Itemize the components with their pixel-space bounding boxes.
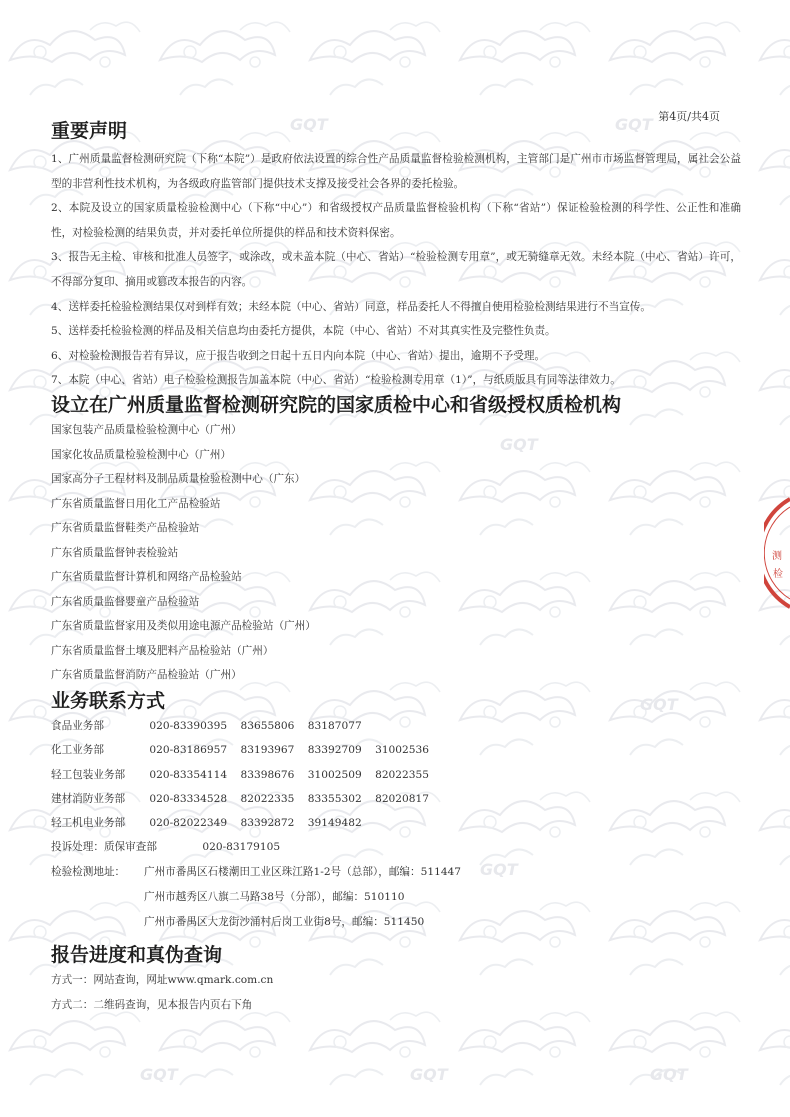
phone-number: 020-83186957 bbox=[149, 744, 228, 757]
center-item: 广东省质量监督消防产品检验站（广州） bbox=[51, 669, 242, 681]
watermark-gqt: GQT bbox=[615, 115, 653, 134]
department-row bbox=[51, 787, 439, 811]
phone-number: 83655806 bbox=[240, 720, 295, 732]
address-label: 检验检测地址： bbox=[51, 866, 126, 878]
watermark-gqt: GQT bbox=[640, 695, 678, 714]
center-item: 广东省质量监督钟表检验站 bbox=[51, 546, 179, 559]
declaration-item: 2、本院及设立的国家质量检验检测中心（下称“中心”）和省级授权产品质量监督检验机构（下称“省站”）保证检验检测的科学性、公正性和准确性，对检验检测的结果负责，并对委托单位所提供的样品和技术资料保密。 bbox=[51, 202, 741, 239]
center-item: 广东省质量监督日用化工产品检验站 bbox=[51, 497, 221, 510]
phone-number: 020-83334528 bbox=[149, 792, 228, 805]
svg-text:测: 测 bbox=[772, 551, 782, 562]
declaration-item: 7、本院（中心、省站）电子检验检测报告加盖本院（中心、省站）“检验检测专用章（1）”，与纸质版具有同等法律效力。 bbox=[51, 374, 621, 387]
declaration-title: 重要声明 bbox=[51, 120, 128, 142]
watermark-gqt: GQT bbox=[650, 1065, 688, 1084]
query-title: 报告进度和真伪查询 bbox=[51, 944, 223, 966]
department-row bbox=[51, 738, 439, 762]
address-block bbox=[51, 860, 461, 935]
phone-number: 82022355 bbox=[375, 768, 429, 781]
watermark-gqt: GQT bbox=[140, 1065, 178, 1084]
query-method-website: 方式一：网站查询，网址www.qmark.com.cn bbox=[51, 974, 274, 986]
contacts-title: 业务联系方式 bbox=[51, 690, 166, 712]
contacts-table bbox=[51, 714, 439, 860]
center-item: 广东省质量监督计算机和网络产品检验站 bbox=[51, 571, 242, 583]
phone-number: 020-83390395 bbox=[149, 720, 228, 732]
center-item: 广东省质量监督家用及类似用途电源产品检验站（广州） bbox=[51, 620, 316, 632]
watermark-gqt: GQT bbox=[290, 115, 328, 134]
watermark-gqt: GQT bbox=[500, 435, 538, 454]
address-row bbox=[51, 885, 461, 910]
declaration-item: 5、送样委托检验检测的样品及相关信息均由委托方提供，本院（中心、省站）不对其真实性及完整性负责。 bbox=[51, 325, 556, 338]
declaration-item: 1、广州质量监督检测研究院（下称“本院”）是政府依法设置的综合性产品质量监督检验检测机构，主管部门是广州市市场监督管理局，属社会公益型的非营利性技术机构，为各级政府监管部门提供技术支撑及接受社会各界的委托检验。 bbox=[51, 153, 741, 190]
page-number: 第4页/共4页 bbox=[658, 110, 720, 123]
declaration-item: 6、对检验检测报告若有异议，应于报告收到之日起十五日内向本院（中心、省站）提出，逾期不予受理。 bbox=[51, 349, 546, 362]
centers-title: 设立在广州质量监督检测研究院的国家质检中心和省级授权质检机构 bbox=[51, 394, 622, 416]
department-row bbox=[51, 763, 439, 787]
phone-number: 31002509 bbox=[307, 768, 362, 781]
department-name: 建材消防业务部 bbox=[51, 792, 126, 805]
phone-number: 83398676 bbox=[240, 768, 295, 781]
complaint-department: 质保审查部 bbox=[103, 841, 157, 854]
center-item: 广东省质量监督鞋类产品检验站 bbox=[51, 522, 200, 534]
complaint-row bbox=[51, 835, 439, 859]
department-name: 轻工机电业务部 bbox=[51, 817, 126, 830]
phone-number: 83392709 bbox=[307, 744, 362, 757]
department-name: 食品业务部 bbox=[51, 720, 104, 732]
address-item: 广州市越秀区八旗二马路38号（分部），邮编：510110 bbox=[144, 891, 405, 903]
seal-stamp-partial bbox=[764, 497, 790, 609]
phone-number: 83193967 bbox=[240, 744, 295, 757]
centers-list bbox=[51, 418, 316, 688]
department-row bbox=[51, 714, 439, 738]
query-methods bbox=[51, 968, 273, 1018]
address-row bbox=[51, 910, 461, 935]
address-row bbox=[51, 860, 461, 885]
center-item: 国家高分子工程材料及制品质量检验检测中心（广东） bbox=[51, 473, 306, 485]
svg-text:检: 检 bbox=[773, 569, 783, 580]
department-name: 化工业务部 bbox=[51, 744, 104, 757]
department-name: 轻工包装业务部 bbox=[51, 768, 126, 781]
complaint-label: 投诉处理： bbox=[51, 841, 104, 854]
phone-number: 31002536 bbox=[375, 744, 429, 757]
phone-number: 82022335 bbox=[240, 792, 295, 805]
center-item: 国家包装产品质量检验检测中心（广州） bbox=[51, 424, 242, 436]
declaration-item: 4、送样委托检验检测结果仅对到样有效；未经本院（中心、省站）同意，样品委托人不得擅自使用检验检测结果进行不当宣传。 bbox=[51, 300, 651, 313]
center-item: 广东省质量监督土壤及肥料产品检验站（广州） bbox=[51, 644, 274, 657]
complaint-phone: 020-83179105 bbox=[202, 841, 281, 854]
watermark-gqt: GQT bbox=[480, 860, 518, 879]
address-item: 广州市番禺区石楼潮田工业区珠江路1-2号（总部），邮编：511447 bbox=[144, 866, 462, 878]
phone-number: 83355302 bbox=[307, 792, 362, 805]
center-item: 广东省质量监督婴童产品检验站 bbox=[51, 595, 200, 608]
phone-number: 020-82022349 bbox=[149, 817, 228, 830]
department-row bbox=[51, 811, 439, 835]
phone-number: 83392872 bbox=[240, 817, 295, 830]
declaration-list bbox=[51, 147, 741, 393]
phone-number: 39149482 bbox=[307, 817, 362, 830]
phone-number: 82020817 bbox=[375, 792, 429, 805]
phone-number: 83187077 bbox=[307, 720, 362, 732]
declaration-item: 3、报告无主检、审核和批准人员签字，或涂改，或未盖本院（中心、省站）“检验检测专用章”，或无骑缝章无效。未经本院（中心、省站）许可，不得部分复印、摘用或篡改本报告的内容。 bbox=[51, 251, 741, 288]
watermark-gqt: GQT bbox=[410, 1065, 448, 1084]
address-item: 广州市番禺区大龙街沙涌村后岗工业街8号，邮编：511450 bbox=[144, 916, 425, 928]
center-item: 国家化妆品质量检验检测中心（广州） bbox=[51, 448, 232, 461]
phone-number: 020-83354114 bbox=[149, 768, 228, 781]
query-method-qrcode: 方式二：二维码查询，见本报告内页右下角 bbox=[51, 999, 253, 1011]
